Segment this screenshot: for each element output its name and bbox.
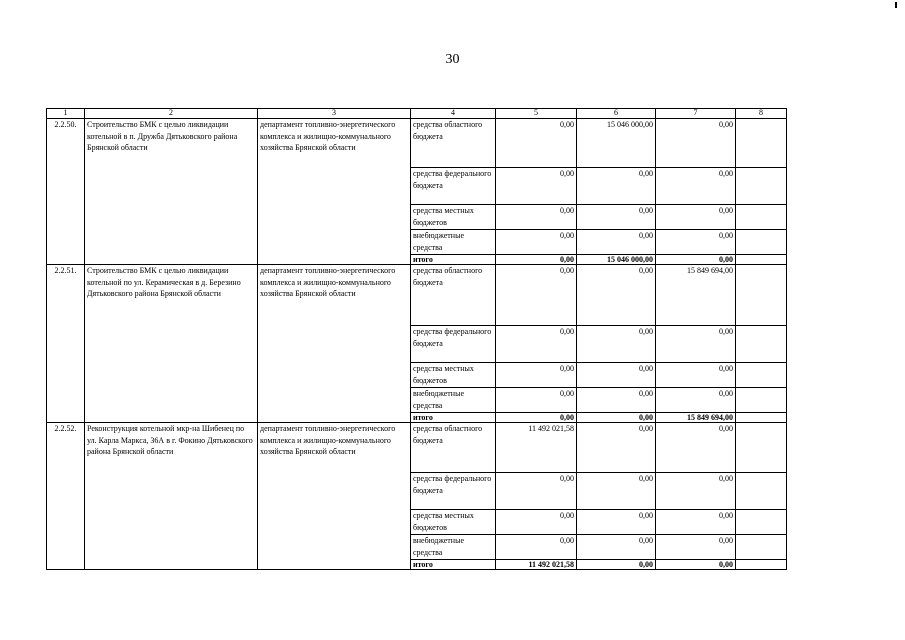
value-col-7: 15 849 694,00	[656, 265, 736, 326]
value-col-8	[736, 510, 787, 535]
funding-source: средства областного бюджета	[411, 265, 496, 326]
value-col-8	[736, 326, 787, 363]
value-col-7: 0,00	[656, 205, 736, 230]
funding-source: средства областного бюджета	[411, 423, 496, 473]
value-col-6: 0,00	[577, 168, 656, 205]
value-col-5: 11 492 021,58	[496, 560, 577, 570]
funding-source: итого	[411, 560, 496, 570]
project-department: департамент топливно-энергетического комплекса и жилищно-коммунального хозяйства Брянской области	[258, 423, 411, 570]
table-row	[47, 265, 787, 326]
header-col-6: 6	[577, 109, 656, 119]
value-col-6: 0,00	[577, 205, 656, 230]
value-col-8	[736, 388, 787, 413]
table-row	[47, 119, 787, 168]
header-row	[47, 109, 787, 119]
value-col-7: 0,00	[656, 119, 736, 168]
value-col-8	[736, 473, 787, 510]
value-col-5: 0,00	[496, 413, 577, 423]
value-col-6: 0,00	[577, 510, 656, 535]
value-col-8	[736, 535, 787, 560]
value-col-6: 0,00	[577, 535, 656, 560]
budget-table	[46, 108, 787, 570]
value-col-7: 0,00	[656, 255, 736, 265]
value-col-7: 0,00	[656, 473, 736, 510]
value-col-7: 0,00	[656, 326, 736, 363]
funding-source: средства федерального бюджета	[411, 326, 496, 363]
funding-source: внебюджетные средства	[411, 535, 496, 560]
value-col-5: 0,00	[496, 168, 577, 205]
value-col-8	[736, 168, 787, 205]
header-col-3: 3	[258, 109, 411, 119]
value-col-8	[736, 255, 787, 265]
project-name: Строительство БМК с целью ликвидации котельной по ул. Керамическая в д. Березино Дятьковского района Брянской области	[85, 265, 258, 423]
project-department: департамент топливно-энергетического комплекса и жилищно-коммунального хозяйства Брянской области	[258, 265, 411, 423]
value-col-5: 0,00	[496, 255, 577, 265]
header-col-7: 7	[656, 109, 736, 119]
value-col-6: 0,00	[577, 413, 656, 423]
value-col-8	[736, 205, 787, 230]
value-col-5: 0,00	[496, 205, 577, 230]
project-code: 2.2.51.	[47, 265, 85, 423]
header-col-4: 4	[411, 109, 496, 119]
table-row	[47, 423, 787, 473]
value-col-6: 0,00	[577, 560, 656, 570]
page-number: 30	[445, 52, 460, 67]
value-col-6: 15 046 000,00	[577, 119, 656, 168]
value-col-5: 0,00	[496, 119, 577, 168]
project-name: Строительство БМК с целью ликвидации котельной в п. Дружба Дятьковского района Брянской области	[85, 119, 258, 265]
header-col-8: 8	[736, 109, 787, 119]
header-col-1: 1	[47, 109, 85, 119]
value-col-6: 0,00	[577, 423, 656, 473]
value-col-7: 0,00	[656, 535, 736, 560]
header-col-2: 2	[85, 109, 258, 119]
value-col-7: 15 849 694,00	[656, 413, 736, 423]
project-name: Реконструкция котельной мкр-на Шибенец по ул. Карла Маркса, 36А в г. Фокино Дятьковского района Брянской области	[85, 423, 258, 570]
project-2-2-52	[47, 423, 787, 570]
value-col-5: 0,00	[496, 230, 577, 255]
value-col-7: 0,00	[656, 230, 736, 255]
value-col-5: 0,00	[496, 388, 577, 413]
value-col-7: 0,00	[656, 423, 736, 473]
value-col-8	[736, 560, 787, 570]
value-col-8	[736, 363, 787, 388]
scan-mark	[895, 2, 897, 8]
header-col-5: 5	[496, 109, 577, 119]
funding-source: средства федерального бюджета	[411, 168, 496, 205]
value-col-5: 0,00	[496, 326, 577, 363]
project-2-2-51	[47, 265, 787, 423]
funding-source: внебюджетные средства	[411, 388, 496, 413]
value-col-7: 0,00	[656, 168, 736, 205]
value-col-6: 0,00	[577, 326, 656, 363]
value-col-6: 0,00	[577, 363, 656, 388]
value-col-5: 0,00	[496, 265, 577, 326]
value-col-7: 0,00	[656, 560, 736, 570]
value-col-5: 0,00	[496, 535, 577, 560]
project-2-2-50	[47, 119, 787, 265]
value-col-6: 15 046 000,00	[577, 255, 656, 265]
value-col-8	[736, 230, 787, 255]
project-department: департамент топливно-энергетического комплекса и жилищно-коммунального хозяйства Брянской области	[258, 119, 411, 265]
value-col-5: 0,00	[496, 510, 577, 535]
value-col-5: 0,00	[496, 363, 577, 388]
funding-source: средства областного бюджета	[411, 119, 496, 168]
value-col-6: 0,00	[577, 473, 656, 510]
value-col-7: 0,00	[656, 388, 736, 413]
value-col-6: 0,00	[577, 388, 656, 413]
value-col-8	[736, 423, 787, 473]
funding-source: итого	[411, 413, 496, 423]
funding-source: итого	[411, 255, 496, 265]
value-col-6: 0,00	[577, 265, 656, 326]
value-col-5: 11 492 021,58	[496, 423, 577, 473]
funding-source: средства федерального бюджета	[411, 473, 496, 510]
project-code: 2.2.52.	[47, 423, 85, 570]
value-col-7: 0,00	[656, 510, 736, 535]
value-col-6: 0,00	[577, 230, 656, 255]
funding-source: средства местных бюджетов	[411, 205, 496, 230]
value-col-8	[736, 413, 787, 423]
value-col-7: 0,00	[656, 363, 736, 388]
project-code: 2.2.50.	[47, 119, 85, 265]
value-col-8	[736, 119, 787, 168]
funding-source: средства местных бюджетов	[411, 363, 496, 388]
value-col-8	[736, 265, 787, 326]
funding-source: внебюджетные средства	[411, 230, 496, 255]
funding-source: средства местных бюджетов	[411, 510, 496, 535]
value-col-5: 0,00	[496, 473, 577, 510]
